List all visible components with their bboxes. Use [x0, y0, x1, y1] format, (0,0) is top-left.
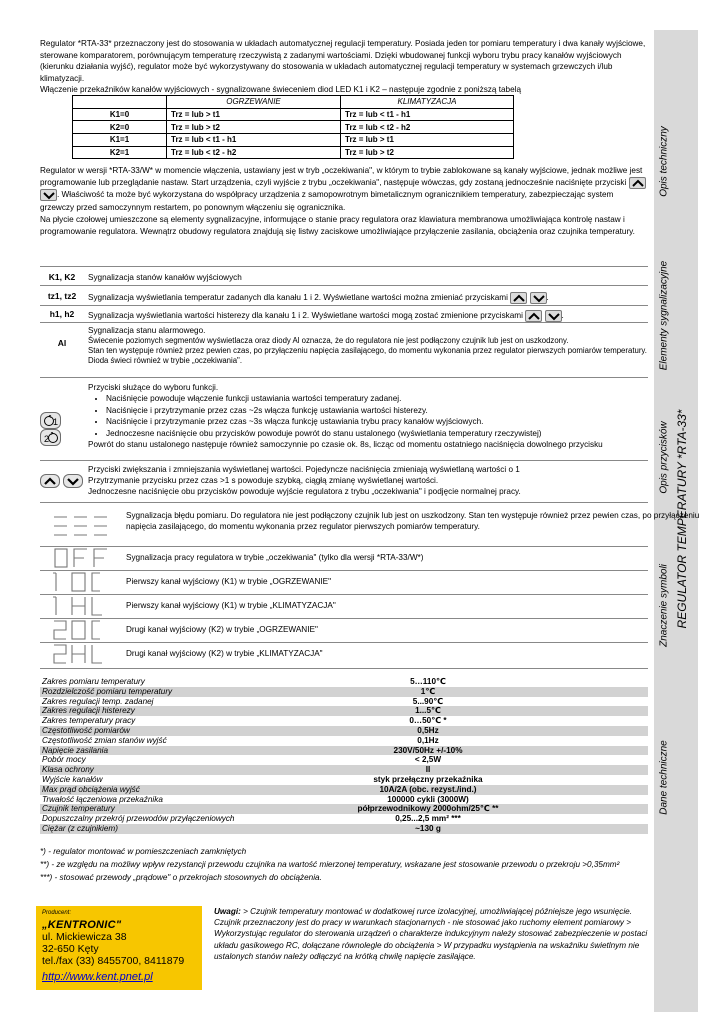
- function-buttons: [40, 412, 86, 446]
- k1-cooling-display-icon: [52, 594, 112, 616]
- table-row: [40, 746, 648, 756]
- table-row: [73, 108, 514, 121]
- symbol-text: Pierwszy kanał wyjściowy (K1) w trybie „OGRZEWANIE": [126, 577, 332, 586]
- spec-value: półprzewodnikowy 2000ohm/25℃ **: [357, 804, 499, 814]
- spec-value: < 2,5W: [414, 755, 442, 765]
- divider: [40, 570, 648, 571]
- symbol-text: Drugi kanał wyjściowy (K2) w trybie „OGRZEWANIE": [126, 625, 318, 634]
- table-row: [40, 765, 648, 775]
- alarm-line: Świecenie poziomych segmentów wyświetlacza oraz diody Al oznacza, że do regulatora nie jest podłączony czujnik lub jest on uszkodzony.: [88, 336, 569, 345]
- divider: [40, 502, 648, 503]
- intro-table-caption: Włączenie przekaźników kanałów wyjściowych - sygnalizowane świeceniem diod LED K1 i K2 – następuje zgodnie z poniższą tabelą: [40, 85, 522, 95]
- spec-label: Pobór mocy: [42, 755, 86, 765]
- standby-paragraph: [40, 165, 648, 214]
- spec-value: 230V/50Hz +/-10%: [393, 745, 463, 755]
- divider: [40, 460, 648, 461]
- svg-text:2: 2: [44, 434, 50, 444]
- footnote: *) - regulator montować w pomieszczeniach zamkniętych: [40, 847, 247, 856]
- k2-heating-display-icon: [52, 618, 112, 640]
- spec-label: Zakres regulacji temp. zadanej: [42, 696, 154, 706]
- producer-website-link[interactable]: http://www.kent.pnet.pl: [42, 971, 153, 983]
- warning-text: > Czujnik temperatury montować w dodatkowej rurce izolacyjnej, umożliwiającej późniejsze jego wsunięcie. Czujnik przeznaczony jest do pracy w warunkach stacjonarnych - nie stosować jako ruchomy element pomiarowy > Wykorzystując regulator do sterowania urządzeń o charakterze indukcyjnym należy stosować zabezpieczenie w postaci układu gasikowego RC, dołączane równolegle do obciążenia > W przypadku wystąpienia na wskaźniku świetlnym nie ustalonych stanów należy odłączyć na krótką chwilę napięcie zasilające.: [214, 907, 648, 961]
- sidebar-section-dane-techniczne: Dane techniczne: [658, 740, 670, 815]
- warning-title: Uwagi:: [214, 907, 241, 916]
- intro-text: [40, 38, 648, 96]
- function-button-1-icon: [40, 412, 61, 429]
- divider: [40, 322, 648, 323]
- table-row: [73, 121, 514, 134]
- producer-brand: „KENTRONIC": [42, 919, 122, 931]
- signal-desc: Sygnalizacja wyświetlania temperatur zadanych dla kanału 1 i 2. Wyświetlane wartości można zmieniać przyciskami .: [88, 293, 549, 303]
- footnote: ***) - stosować przewody „prądowe" o przekrojach stosownych do obciążenia.: [40, 873, 322, 882]
- table-cell: Trz = lub < t1 - h1: [167, 134, 341, 147]
- arrows-line: Przytrzymanie przycisku przez czas >1 s powoduje szybką, ciągłą zmianę wyświetlanej wartości.: [88, 476, 439, 486]
- spec-value: 0,5Hz: [417, 725, 439, 735]
- error-display-icon: [52, 514, 112, 536]
- table-cell: K2=1: [73, 146, 167, 159]
- down-button-icon: [530, 292, 547, 304]
- down-button-icon: [545, 310, 562, 322]
- table-header-heating: OGRZEWANIE: [167, 96, 341, 109]
- table-row: [40, 804, 648, 814]
- spec-label: Klasa ochrony: [42, 765, 94, 775]
- divider: [40, 546, 648, 547]
- spec-label: Zakres regulacji histerezy: [42, 706, 135, 716]
- spec-value: 5…110℃: [410, 677, 446, 686]
- table-cell: Trz = lub > t1: [167, 108, 341, 121]
- table-cell: Trz = lub > t2: [341, 146, 514, 159]
- intro-paragraph: Regulator *RTA-33* przeznaczony jest do stosowania w układach automatycznej regulacji temperatury. Posiada jeden tor pomiaru temperatury i dwa kanały wyjściowe, sterowane komparatorem, porównującym temperaturę rzeczywistą z zadanymi wartościami. Dzięki wbudowanej funkcji wyboru trybu pracy kanałów wyjściowych (kierunku działania wyjść), regulator może być wykorzystywany do stosowania w układach automatycznej regulacji temperatury w systemach grzewczych i/lub klimatyzacji.: [40, 39, 646, 83]
- k2-cooling-display-icon: [52, 642, 112, 664]
- table-row: [40, 824, 648, 834]
- spec-value: 100000 cykli (3000W): [387, 794, 469, 804]
- button-desc: [88, 382, 648, 450]
- spec-label: Rozdzielczość pomiaru temperatury: [42, 686, 173, 696]
- signal-code: tz1, tz2: [47, 291, 77, 301]
- specs-table: [40, 677, 648, 834]
- divider: [40, 618, 648, 619]
- up-button-icon: [629, 177, 646, 189]
- table-header-empty: [73, 96, 167, 109]
- standby-text-b: . Właściwość ta może być wykorzystana do współpracy urządzenia z samopowrotnym bimetalicznym ogranicznikiem temperatury, zabezpieczając system grzewczy przed samoczynnym restartem, po ponownym włączeniu się ogranicznika.: [40, 190, 614, 212]
- producer-phone: tel./fax (33) 8455700, 8411879: [42, 955, 185, 967]
- table-cell: K1=0: [73, 108, 167, 121]
- spec-value: 5...90℃: [412, 696, 444, 706]
- table-cell: Trz = lub < t2 - h2: [167, 146, 341, 159]
- sidebar-title: REGULATOR TEMPERATURY *RTA-33*: [675, 409, 689, 629]
- spec-value: 0,1Hz: [417, 735, 439, 745]
- warning-notes: [214, 906, 648, 962]
- producer-label: Producent:: [42, 910, 72, 916]
- signal-text: Sygnalizacja stanów kanałów wyjściowych: [88, 273, 242, 282]
- spec-value: II: [425, 765, 431, 775]
- off-display-icon: [52, 546, 112, 568]
- sidebar-section-znaczenie-symboli: Znaczenie symboli: [658, 564, 670, 647]
- divider: [40, 668, 648, 669]
- signal-text: Sygnalizacja wyświetlania wartości histerezy dla kanału 1 i 2. Wyświetlane wartości mogą zostać zmienione przyciskami: [88, 311, 523, 321]
- symbol-text: Sygnalizacja pracy regulatora w trybie „oczekiwania" (tylko dla wersji *RTA-33/W*): [126, 553, 424, 562]
- spec-value: 0…50℃ *: [409, 716, 447, 726]
- table-row: [40, 726, 648, 736]
- alarm-line: Stan ten występuje również przez pewien czas, po przyłączeniu napięcia zasilającego, do momentu wykonania przez regulator pierwszych pomiarów temperatury. Dioda świeci również w trybie „oczekiwania".: [88, 346, 647, 365]
- table-row: [40, 785, 648, 795]
- footnotes: [40, 846, 648, 885]
- sidebar-section-elementy-sygnalizacyjne: Elementy sygnalizacyjne: [658, 260, 670, 371]
- signal-desc: Sygnalizacja wyświetlania wartości histerezy dla kanału 1 i 2. Wyświetlane wartości mogą zostać zmienione przyciskami .: [88, 311, 564, 321]
- producer-address: ul. Mickiewicza 38: [42, 931, 127, 943]
- spec-label: Ciężar (z czujnikiem): [42, 823, 118, 833]
- table-row: [40, 706, 648, 716]
- spec-value: 1...5℃: [415, 706, 441, 716]
- arrow-desc: [88, 464, 648, 498]
- footnote: **) - ze względu na możliwy wpływ rezystancji przewodu czujnika na wartość mierzonej temperatury, wskazane jest stosowanie przewodu o przekroju >0,35mm²: [40, 860, 620, 869]
- svg-text:1: 1: [53, 417, 59, 427]
- divider: [40, 377, 648, 378]
- alarm-title: Sygnalizacja stanu alarmowego.: [88, 326, 206, 335]
- down-button-icon: [40, 189, 57, 201]
- divider: [40, 266, 648, 267]
- table-row: [40, 677, 648, 687]
- sidebar-section-opis-przyciskow: Opis przycisków: [658, 421, 670, 494]
- up-button-icon: [510, 292, 527, 304]
- table-row: [40, 775, 648, 785]
- intro-text-2: [40, 165, 648, 238]
- producer-city: 32-650 Kęty: [42, 943, 99, 955]
- list-item: • Naciśnięcie i przytrzymanie przez czas ~3s włącza funkcję ustawiania trybu pracy kanałów wyjściowych.: [106, 416, 648, 427]
- table-cell: Trz = lub > t2: [167, 121, 341, 134]
- table-row: [40, 687, 648, 697]
- table-header-cooling: KLIMATYZACJA: [341, 96, 514, 109]
- divider: [40, 285, 648, 286]
- table-row: [40, 755, 648, 765]
- signal-code: Al: [57, 338, 67, 348]
- up-button-icon: [40, 474, 60, 488]
- divider: [40, 594, 648, 595]
- spec-value: styk przełączny przekaźnika: [373, 774, 483, 784]
- spec-label: Max prąd obciążenia wyjść: [42, 784, 140, 794]
- producer-box: [36, 906, 202, 990]
- mode-table: [72, 95, 514, 159]
- list-item: • Naciśnięcie i przytrzymanie przez czas ~2s włącza funkcję ustawiania wartości histerezy.: [106, 405, 648, 416]
- buttons-select-tail: Powrót do stanu ustalonego następuje również samoczynnie po czasie ok. 8s, licząc od momentu ostatniego naciśnięcia dowolnego przycisku: [88, 440, 603, 450]
- symbol-text: Sygnalizacja błędu pomiaru. Do regulatora nie jest podłączony czujnik lub jest on uszkodzony. Stan ten występuje również przez pewien czas, po przyłączeniu napięcia zasilającego, do momentu wykonania przez regulator pierwszych pomiarów temperatury.: [126, 511, 700, 531]
- spec-label: Trwałość łączeniowa przekaźnika: [42, 794, 163, 804]
- table-row: [40, 716, 648, 726]
- arrows-line: Jednoczesne naciśnięcie obu przycisków powoduje wyjście regulatora z trybu „oczekiwania" i podjęcie normalnej pracy.: [88, 487, 521, 497]
- table-cell: Trz = lub < t1 - h1: [341, 108, 514, 121]
- spec-label: Częstotliwość zmian stanów wyjść: [42, 735, 167, 745]
- spec-value: 10A/2A (obc. rezyst./ind.): [379, 784, 477, 794]
- spec-value: 0,25...2,5 mm² ***: [395, 814, 461, 824]
- spec-label: Dopuszczalny przekrój przewodów przyłączeniowych: [42, 814, 235, 824]
- spec-label: Zakres temperatury pracy: [42, 716, 136, 726]
- spec-label: Czujnik temperatury: [42, 804, 115, 814]
- k1-heating-display-icon: [52, 570, 112, 592]
- arrow-buttons: [40, 474, 86, 488]
- down-button-icon: [63, 474, 83, 488]
- spec-value: ~130 g: [415, 823, 441, 833]
- spec-label: Wyjście kanałów: [42, 774, 103, 784]
- table-cell: K1=1: [73, 134, 167, 147]
- signal-desc: [88, 325, 648, 366]
- front-panel-paragraph: Na płycie czołowej umieszczone są elementy sygnalizacyjne, informujące o stanie pracy regulatora oraz klawiatura membranowa umożliwiająca kontrolę nastaw i programowanie regulatora. Wewnątrz obudowy regulatora znajdują się listwy zaciskowe umożliwiające przyłączenie zasilania, obciążenia oraz czujnika temperatury.: [40, 214, 635, 236]
- spec-label: Zakres pomiaru temperatury: [42, 677, 145, 686]
- buttons-select-title: Przyciski służące do wyboru funkcji.: [88, 383, 219, 392]
- spec-label: Częstotliwość pomiarów: [42, 725, 130, 735]
- sidebar-section-opis-techniczny: Opis techniczny: [658, 126, 670, 197]
- table-cell: K2=0: [73, 121, 167, 134]
- standby-text-a: Regulator w wersji *RTA-33/W* w momencie włączenia, ustawiany jest w tryb „oczekiwania", w którym to trybie zablokowane są kanały wyjściowe, jednak możliwe jest programowanie lub przeglądanie nastaw. Start urządzenia, czyli wyjście z trybu „oczekiwania", następuje wówczas, gdy zostaną jednocześnie naciśnięte przyciski: [40, 166, 643, 188]
- table-row: [40, 697, 648, 707]
- signal-text: Sygnalizacja wyświetlania temperatur zadanych dla kanału 1 i 2. Wyświetlane wartości można zmieniać przyciskami: [88, 293, 508, 303]
- table-row: [40, 814, 648, 824]
- spec-label: Napięcie zasilania: [42, 745, 108, 755]
- buttons-select-list: [88, 393, 648, 439]
- divider: [40, 642, 648, 643]
- symbol-text: Drugi kanał wyjściowy (K2) w trybie „KLIMATYZACJA": [126, 649, 323, 658]
- table-row: [73, 134, 514, 147]
- up-button-icon: [525, 310, 542, 322]
- symbol-text: Pierwszy kanał wyjściowy (K1) w trybie „KLIMATYZACJA": [126, 601, 336, 610]
- signal-code: K1, K2: [48, 272, 76, 282]
- table-row: [40, 736, 648, 746]
- arrows-line: Przyciski zwiększania i zmniejszania wyświetlanej wartości. Pojedyncze naciśnięcia zmieniają wyświetlaną wartości o 1: [88, 465, 520, 474]
- spec-value: 1℃: [420, 686, 436, 696]
- table-row: [73, 146, 514, 159]
- function-button-2-icon: [40, 429, 61, 446]
- table-row: [40, 795, 648, 805]
- signal-code: h1, h2: [49, 309, 75, 319]
- list-item: • Naciśnięcie powoduje włączenie funkcji ustawiania wartości temperatury zadanej.: [106, 393, 648, 404]
- table-cell: Trz = lub > t1: [341, 134, 514, 147]
- divider: [40, 305, 648, 306]
- table-cell: Trz = lub < t2 - h2: [341, 121, 514, 134]
- list-item: • Jednoczesne naciśnięcie obu przycisków powoduje powrót do stanu ustalonego (wyświetlania temperatury rzeczywistej): [106, 428, 648, 439]
